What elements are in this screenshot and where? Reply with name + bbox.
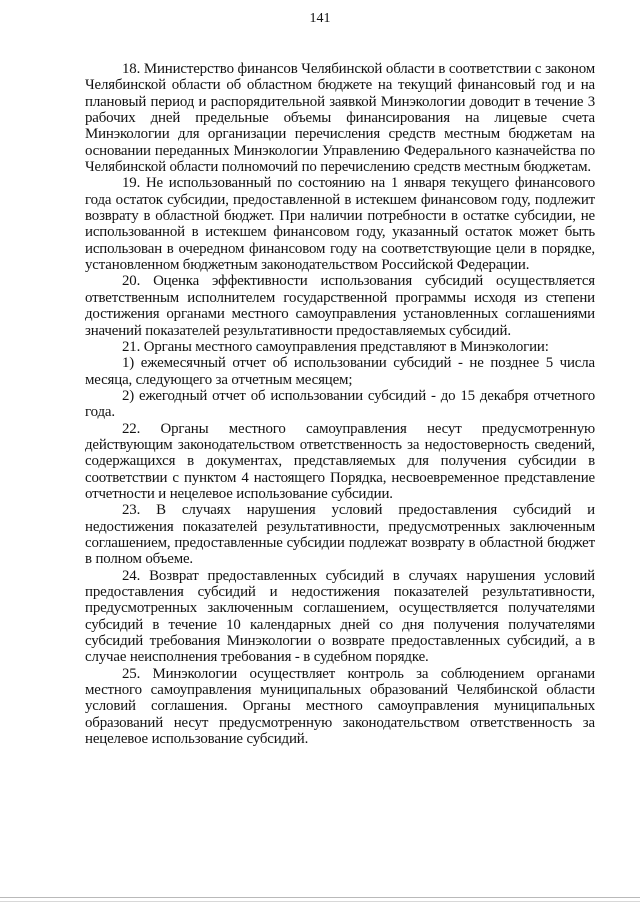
- paragraph-18: 18. Министерство финансов Челябинской области в соответствии с законом Челябинской области об областном бюджете на текущий финансовый год и на плановый период и распорядительной заявкой Минэкологии доводит в течение 3 рабочих дней предельные объемы финансирования на лицевые счета Минэкологии для организации перечисления средств местным бюджетам на основании переданных Минэкологии Управлению Федерального казначейства по Челябинской области полномочий по перечислению средств местным бюджетам.: [85, 61, 595, 176]
- scan-edge-line: [0, 897, 640, 898]
- paragraph-21: 21. Органы местного самоуправления представляют в Минэкологии:: [122, 338, 549, 355]
- paragraph-22: 22. Органы местного самоуправления несут предусмотренную действующим законодательством ответственность за недостоверность сведений, содержащихся в документах, представляемых для получения субсидии в соответствии с пунктом 4 настоящего Порядка, несвоевременное представление отчетности и нецелевое использование субсидии.: [85, 420, 595, 502]
- scan-edge-line: [0, 901, 640, 902]
- paragraph-21-item-1: 1) ежемесячный отчет об использовании субсидий - не позднее 5 числа месяца, следующего за отчетным месяцем;: [85, 355, 595, 388]
- paragraph-23: 23. В случаях нарушения условий предоставления субсидий и недостижения показателей результативности, предусмотренных заключенным соглашением, предоставленные субсидии подлежат возврату в областной бюджет в полном объеме.: [85, 502, 595, 568]
- paragraph-19: 19. Не использованный по состоянию на 1 января текущего финансового года остаток субсидии, предоставленной в истекшем финансовом году, подлежит возврату в областной бюджет. При наличии потребности в остатке субсидии, не использованной в истекшем финансовом году, указанный остаток может быть использован в очередном финансовом году на соответствующие цели в порядке, установленном бюджетным законодательством Российской Федерации.: [85, 175, 595, 274]
- paragraph-21-item-2: 2) ежегодный отчет об использовании субсидий - до 15 декабря отчетного года.: [85, 387, 595, 421]
- page-number: 141: [309, 11, 331, 26]
- paragraph-20: 20. Оценка эффективности использования субсидий осуществляется ответственным исполнителем государственной программы исходя из степени достижения органами местного самоуправления установленных соглашениями значений показателей результативности предоставляемых субсидий.: [85, 273, 595, 339]
- paragraph-24: 24. Возврат предоставленных субсидий в случаях нарушения условий предоставления субсидий и недостижения показателей результативности, предусмотренных заключенным соглашением, осуществляется получателями субсидий в течение 10 календарных дней со дня получения получателями субсидий требования Минэкологии о возврате предоставленных субсидий, а в случае неисполнения требования - в судебном порядке.: [85, 567, 595, 666]
- document-body: [85, 61, 595, 747]
- paragraph-25: 25. Минэкологии осуществляет контроль за соблюдением органами местного самоуправления муниципальных образований Челябинской области условий соглашения. Органы местного самоуправления муниципальных образований несут предусмотренную законодательством ответственность за нецелевое использование субсидий.: [85, 665, 595, 748]
